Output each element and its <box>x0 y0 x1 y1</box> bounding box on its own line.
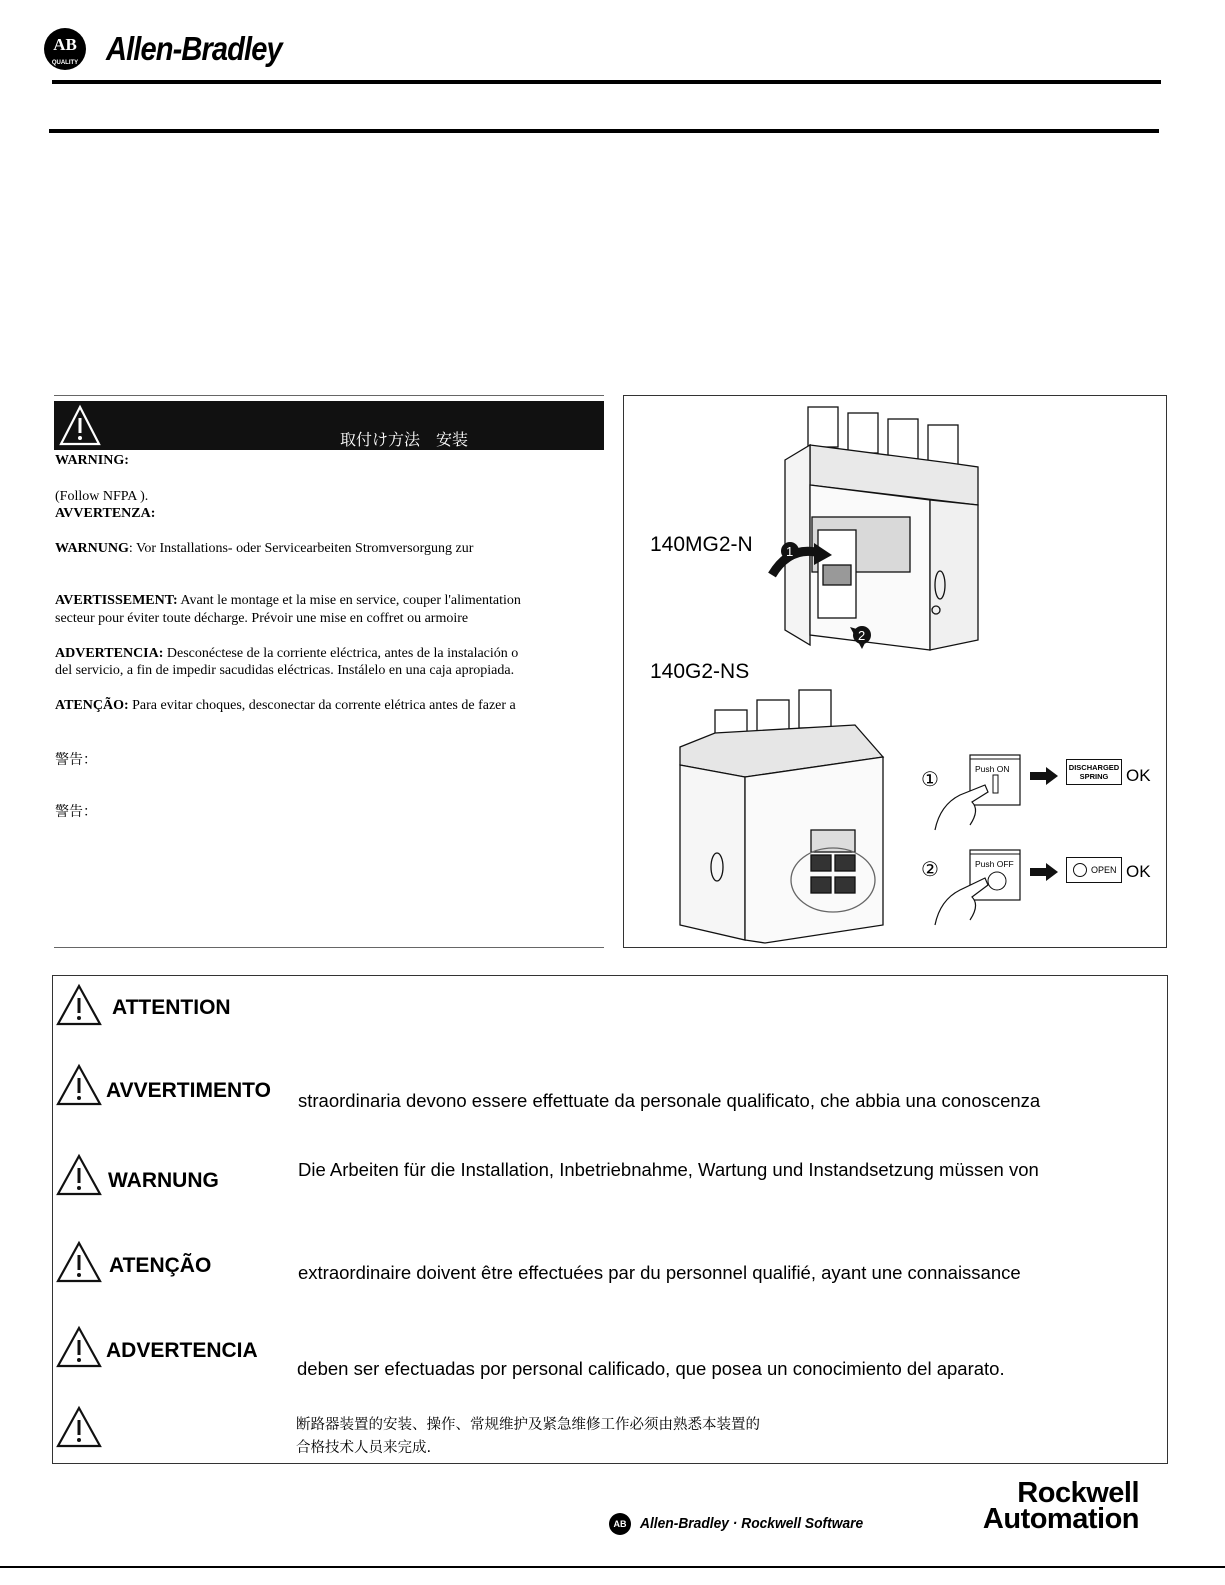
attention-text-cn-1: 断路器装置的安装、操作、常规维护及紧急维修工作必须由熟悉本装置的 <box>296 1417 760 1433</box>
open-indicator <box>1066 857 1122 883</box>
breaker-top-drawing <box>750 405 990 655</box>
warning-nfpa: (Follow NFPA ). <box>55 489 149 504</box>
ok-label-2: OK <box>1126 862 1151 881</box>
rockwell-automation-logo: Rockwell Automation <box>982 1477 1139 1535</box>
step-1-number: ① <box>921 767 939 791</box>
footer-rule <box>0 1566 1225 1568</box>
warning-cjk-1: 警告： <box>55 752 97 768</box>
warning-triangle-icon <box>58 404 102 447</box>
arrow-right-icon <box>1030 767 1058 785</box>
push-off-label: Push OFF <box>975 859 1014 869</box>
attention-triangle-icon-es <box>55 1325 103 1369</box>
attention-text-fr: extraordinaire doivent être effectuées par du personnel qualifié, ayant une connaissance <box>298 1262 1021 1283</box>
warning-es: ADVERTENCIA: Desconéctese de la corriente eléctrica, antes de la instalación o <box>55 646 519 661</box>
attention-box <box>52 975 1168 1464</box>
warning-de: WARNUNG: Vor Installations- oder Servicearbeiten Stromversorgung zur <box>55 541 474 556</box>
attention-triangle-icon-it <box>55 1063 103 1107</box>
open-label: OPEN <box>1091 865 1117 875</box>
warning-top-rule <box>54 395 604 396</box>
brand-name: Allen-Bradley <box>106 30 282 67</box>
footer-ab-logo: AB <box>609 1513 631 1535</box>
attention-text-de: Die Arbeiten für die Installation, Inbetriebnahme, Wartung und Instandsetzung müssen von <box>298 1159 1039 1180</box>
model-label-top: 140MG2-N <box>650 533 753 556</box>
push-off-button-illustration <box>930 845 1025 930</box>
attention-title-it: AVVERTIMENTO <box>106 1079 271 1102</box>
push-on-button-illustration <box>930 750 1025 835</box>
callout-1-text: 1 <box>786 544 794 559</box>
attention-text-it: straordinaria devono essere effettuate da personale qualificato, che abbia una conoscenza <box>298 1090 1041 1111</box>
attention-title-en: ATTENTION <box>112 996 231 1019</box>
footer-brands: Allen-Bradley · Rockwell Software <box>640 1515 864 1532</box>
warning-banner-cjk: 取付け方法 安装 <box>340 430 469 449</box>
open-indicator-icon <box>1073 863 1087 877</box>
attention-text-es: deben ser efectuadas por personal calificado, que posea un conocimiento del aparato. <box>297 1358 1005 1379</box>
warning-bottom-rule <box>54 947 604 948</box>
discharged-spring-indicator: DISCHARGED SPRING <box>1066 759 1122 785</box>
warning-es-cont: del servicio, a fin de impedir sacudidas eléctricas. Instálelo en una caja apropiada. <box>55 663 515 678</box>
header-rule <box>52 80 1161 84</box>
warning-en: WARNING: <box>55 453 129 468</box>
attention-title-pt: ATENÇÃO <box>109 1254 212 1277</box>
attention-triangle-icon-cn <box>55 1405 103 1449</box>
push-on-label: Push ON <box>975 764 1010 774</box>
warning-cjk-2: 警告： <box>55 804 97 820</box>
breaker-bottom-drawing <box>675 685 890 945</box>
allen-bradley-logo: AB QUALITY <box>44 28 86 70</box>
arrow-right-icon-2 <box>1030 863 1058 881</box>
attention-title-es: ADVERTENCIA <box>106 1339 258 1362</box>
attention-title-de: WARNUNG <box>108 1169 219 1192</box>
warning-it: AVVERTENZA: <box>55 506 156 521</box>
step-2-number: ② <box>921 857 939 881</box>
title-rule <box>49 129 1159 133</box>
warning-banner <box>54 401 604 450</box>
ok-label-1: OK <box>1126 766 1151 785</box>
warning-fr: AVERTISSEMENT: Avant le montage et la mise en service, couper l'alimentation <box>55 593 521 608</box>
attention-triangle-icon <box>55 983 103 1027</box>
warning-pt: ATENÇÃO: Para evitar choques, desconectar da corrente elétrica antes de fazer a <box>55 698 516 713</box>
callout-2-text: 2 <box>858 628 866 643</box>
warning-fr-cont: secteur pour éviter toute décharge. Prévoir une mise en coffret ou armoire <box>55 611 469 626</box>
attention-triangle-icon-de <box>55 1153 103 1197</box>
attention-text-cn-2: 合格技术人员来完成. <box>296 1440 432 1456</box>
model-label-bottom: 140G2-NS <box>650 660 750 683</box>
attention-triangle-icon-pt <box>55 1240 103 1284</box>
